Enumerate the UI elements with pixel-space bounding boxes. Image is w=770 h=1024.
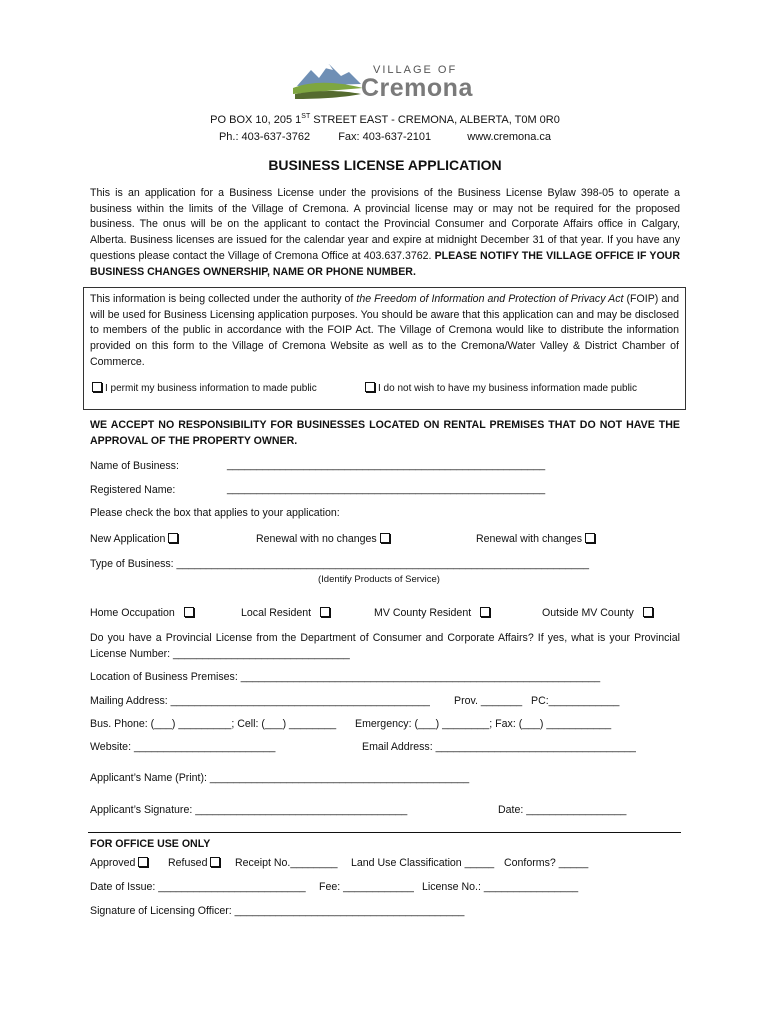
outside-mv-county-label: Outside MV County bbox=[542, 607, 634, 619]
outside-mv-county-checkbox[interactable] bbox=[643, 607, 653, 617]
mailing-address-field[interactable]: Mailing Address: ____________________________________________ bbox=[90, 695, 430, 707]
date-of-issue-field[interactable]: Date of Issue: _________________________ bbox=[90, 881, 306, 893]
foip-text: (FOIP) and will be used for Business Licensing application purposes. You should be aware that this application can and may be disclosed to members of the public in accordance with the FOIP Act. The Village of Cremona would like to distribute the information provided on this form to the Village of Cremona Website as well as to the Cremona/Water Valley & District Chamber of Commerce. bbox=[90, 293, 680, 368]
land-use-field[interactable]: Land Use Classification _____ bbox=[351, 857, 495, 869]
provincial-license-question[interactable]: Do you have a Provincial License from the Department of Consumer and Corporate Affairs? If yes, what is your Provincial License Number: ______________________________ bbox=[90, 632, 680, 660]
permit-checkbox[interactable] bbox=[92, 382, 102, 392]
foip-act-name: the Freedom of Information and Protection of Privacy Act bbox=[356, 293, 624, 305]
address-part: PO BOX 10, 205 1 bbox=[210, 114, 302, 126]
fee-field[interactable]: Fee: ____________ bbox=[319, 881, 414, 893]
local-resident-checkbox[interactable] bbox=[320, 607, 330, 617]
outside-mv-county-option[interactable] bbox=[542, 607, 656, 619]
home-occupation-option[interactable] bbox=[90, 607, 197, 619]
date-field[interactable]: Date: _________________ bbox=[498, 804, 627, 816]
village-logo bbox=[289, 44, 483, 112]
intro-text: This is an application for a Business License under the provisions of the Business License Bylaw 398-05 to operate a business within the limits of the Village of Cremona. A provincial license may or may not be required for the proposed business. The onus will be on the applicant to contact the Provincial Consumer and Corporate Affairs office in Calgary, Alberta. Business licenses are issued for the calendar year and expire at midnight December 31 of that year. If you have any questions please contact the Village of Cremona Office at 403.637.3762. bbox=[90, 187, 680, 262]
refused-checkbox[interactable] bbox=[210, 857, 220, 867]
approved-option[interactable] bbox=[90, 857, 151, 869]
location-field[interactable]: Location of Business Premises: _____________________________________________________________ bbox=[90, 671, 601, 683]
new-application-label: New Application bbox=[90, 533, 166, 545]
website-link[interactable]: www.cremona.ca bbox=[467, 131, 552, 143]
address-sup: ST bbox=[301, 113, 311, 120]
foip-text: This information is being collected under the authority of bbox=[90, 293, 357, 305]
intro-bold-notice: PLEASE NOTIFY THE VILLAGE OFFICE IF YOUR BUSINESS CHANGES OWNERSHIP, NAME OR PHONE NUMBER. bbox=[90, 249, 680, 278]
business-name-field[interactable]: ______________________________________________________ bbox=[227, 459, 546, 471]
local-resident-label: Local Resident bbox=[241, 607, 312, 619]
deny-option[interactable] bbox=[365, 382, 637, 394]
phone-number: Ph.: 403-637-3762 bbox=[218, 131, 311, 143]
applicant-name-field[interactable]: Applicant’s Name (Print): ____________________________________________ bbox=[90, 772, 470, 784]
renewal-changes-label: Renewal with changes bbox=[476, 533, 582, 545]
address-part: STREET EAST - CREMONA, ALBERTA, T0M 0R0 bbox=[310, 114, 560, 126]
refused-option[interactable] bbox=[168, 857, 223, 869]
office-use-heading: FOR OFFICE USE ONLY bbox=[90, 838, 211, 850]
type-of-business-hint: (Identify Products of Service) bbox=[318, 574, 440, 585]
new-application-option[interactable] bbox=[90, 533, 181, 545]
new-application-checkbox[interactable] bbox=[168, 533, 178, 543]
registered-name-label: Registered Name: bbox=[90, 484, 176, 496]
permit-label: I permit my business information to made public bbox=[105, 383, 317, 394]
permit-option[interactable] bbox=[92, 382, 317, 394]
mv-county-resident-label: MV County Resident bbox=[374, 607, 472, 619]
renewal-no-changes-label: Renewal with no changes bbox=[256, 533, 377, 545]
approved-checkbox[interactable] bbox=[138, 857, 148, 867]
local-resident-option[interactable] bbox=[241, 607, 333, 619]
mv-county-resident-option[interactable] bbox=[374, 607, 493, 619]
email-field[interactable]: Email Address: __________________________________ bbox=[362, 741, 636, 753]
phone-cell-field[interactable]: Bus. Phone: (___) _________; Cell: (___) ________ bbox=[90, 718, 337, 730]
business-name-label: Name of Business: bbox=[90, 460, 179, 472]
home-occupation-label: Home Occupation bbox=[90, 607, 175, 619]
registered-name-field[interactable]: ______________________________________________________ bbox=[227, 483, 546, 495]
deny-checkbox[interactable] bbox=[365, 382, 375, 392]
logo-village-of: VILLAGE OF bbox=[373, 64, 458, 76]
licensing-officer-signature-field[interactable]: Signature of Licensing Officer: _______________________________________ bbox=[90, 905, 465, 917]
emergency-fax-field[interactable]: Emergency: (___) ________; Fax: (___) ___________ bbox=[355, 718, 612, 730]
home-occupation-checkbox[interactable] bbox=[184, 607, 194, 617]
renewal-changes-checkbox[interactable] bbox=[585, 533, 595, 543]
rental-disclaimer: WE ACCEPT NO RESPONSIBILITY FOR BUSINESSES LOCATED ON RENTAL PREMISES THAT DO NOT HAVE THE APPROVAL OF THE PROPERTY OWNER. bbox=[90, 419, 680, 447]
address-line bbox=[0, 114, 770, 126]
license-number-field[interactable]: License No.: ________________ bbox=[422, 881, 579, 893]
postal-code-field[interactable]: PC:____________ bbox=[531, 695, 620, 707]
refused-label: Refused bbox=[168, 857, 208, 869]
foip-paragraph bbox=[90, 292, 679, 371]
contact-line bbox=[0, 131, 770, 143]
intro-paragraph bbox=[90, 186, 680, 280]
applicant-signature-field[interactable]: Applicant’s Signature: ____________________________________ bbox=[90, 804, 408, 816]
renewal-no-changes-option[interactable] bbox=[256, 533, 393, 545]
type-of-business-field[interactable]: Type of Business: ______________________________________________________________________ bbox=[90, 558, 589, 570]
province-field[interactable]: Prov. _______ bbox=[454, 695, 523, 707]
foip-box bbox=[83, 287, 686, 410]
mv-county-resident-checkbox[interactable] bbox=[480, 607, 490, 617]
form-title: BUSINESS LICENSE APPLICATION bbox=[268, 157, 502, 173]
deny-label: I do not wish to have my business information made public bbox=[378, 383, 638, 394]
check-prompt: Please check the box that applies to your application: bbox=[90, 507, 340, 519]
office-divider bbox=[88, 832, 681, 833]
renewal-no-changes-checkbox[interactable] bbox=[380, 533, 390, 543]
approved-label: Approved bbox=[90, 857, 136, 869]
logo-cremona: Cremona bbox=[361, 74, 473, 102]
conforms-field[interactable]: Conforms? _____ bbox=[504, 857, 589, 869]
renewal-changes-option[interactable] bbox=[476, 533, 598, 545]
receipt-number-field[interactable]: Receipt No.________ bbox=[235, 857, 338, 869]
website-field[interactable]: Website: ________________________ bbox=[90, 741, 276, 753]
fax-number: Fax: 403-637-2101 bbox=[338, 131, 432, 143]
